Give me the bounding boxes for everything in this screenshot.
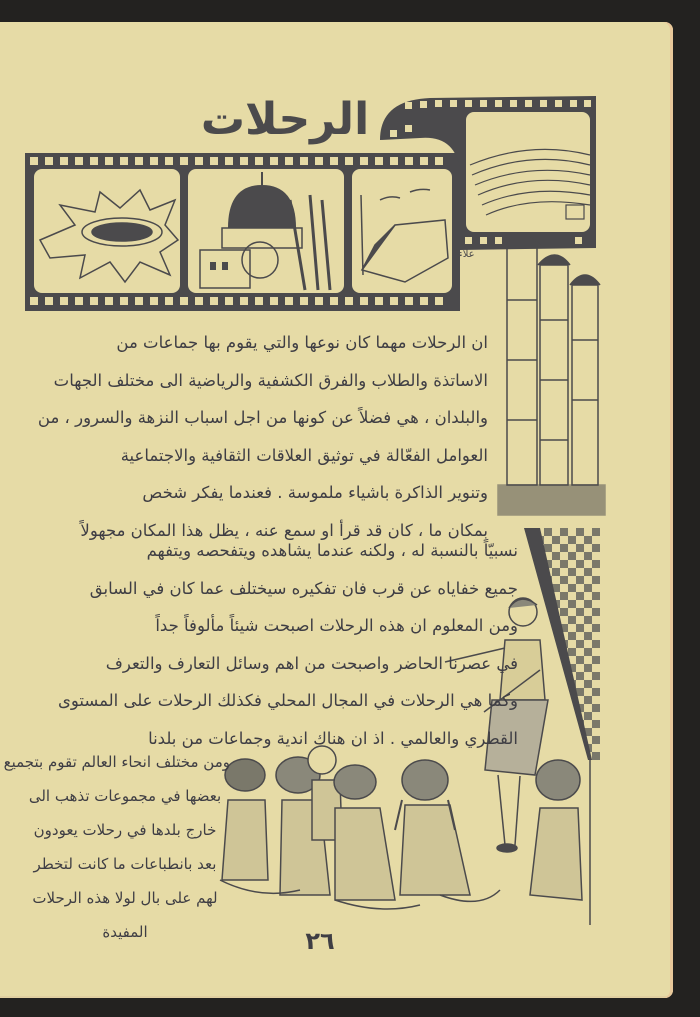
text-line: القطري والعالمي . اذ ان هناك اندية وجماعات من بلدنا xyxy=(148,728,518,748)
text-line: ومن مختلف انحاء العالم تقوم بتجميع xyxy=(3,753,230,771)
illustrator-signature: علاء xyxy=(458,249,475,260)
text-line: الاساتذة والطلاب والفرق الكشفية والرياضية الى مختلف الجهات xyxy=(53,370,488,390)
text-line: العوامل الفعّالة في توثيق العلاقات الثقافية والاجتماعية xyxy=(120,445,488,465)
text-line: بعد بانطباعات ما كانت لتخطر xyxy=(33,855,217,873)
page-title: الرحلات xyxy=(200,94,370,145)
text-line: بمكان ما ، كان قد قرأ او سمع عنه ، يظل هذا المكان مجهولاً xyxy=(80,520,488,540)
scout-5 xyxy=(395,760,470,895)
scout-6 xyxy=(530,760,582,900)
magazine-page xyxy=(0,22,673,998)
text-line: المفيدة xyxy=(102,923,148,941)
text-line: وتنوير الذاكرة باشياء ملموسة . فعندما يفكر شخص xyxy=(142,483,488,502)
text-line: ومن المعلوم ان هذه الرحلات اصبحت شيئاً مألوفاً جداً xyxy=(155,616,518,635)
text-line: ان الرحلات مهما كان نوعها والتي يقوم بها جماعات من xyxy=(116,333,488,352)
paragraph-intro xyxy=(28,324,488,549)
text-line: جميع خفاياه عن قرب فان تفكيره سيختلف عما كان في السابق xyxy=(89,578,518,598)
page-number: ٢٦ xyxy=(305,927,335,955)
paragraph-middle xyxy=(18,532,518,757)
scout-4 xyxy=(334,765,395,900)
paragraph-closing xyxy=(3,745,230,949)
text-line: نسبيّاً بالنسبة له ، ولكنه عندما يشاهده ويتفحصه ويتفهم xyxy=(146,541,518,560)
text-line: بعضها في مجموعات تذهب الى xyxy=(28,787,222,805)
text-line: لهم على بال لولا هذه الرحلات xyxy=(32,889,218,907)
text-line: وكما هي الرحلات في المجال المحلي فكذلك الرحلات على المستوى xyxy=(57,691,518,710)
text-line: والبلدان ، هي فضلاً عن كونها من اجل اسباب النزهة والسرور ، من xyxy=(37,408,488,427)
text-line: خارج بلدها في رحلات يعودون xyxy=(33,821,217,839)
text-line: في عصرنا الحاضر واصبحت من اهم وسائل التعارف والتعرف xyxy=(105,653,518,673)
